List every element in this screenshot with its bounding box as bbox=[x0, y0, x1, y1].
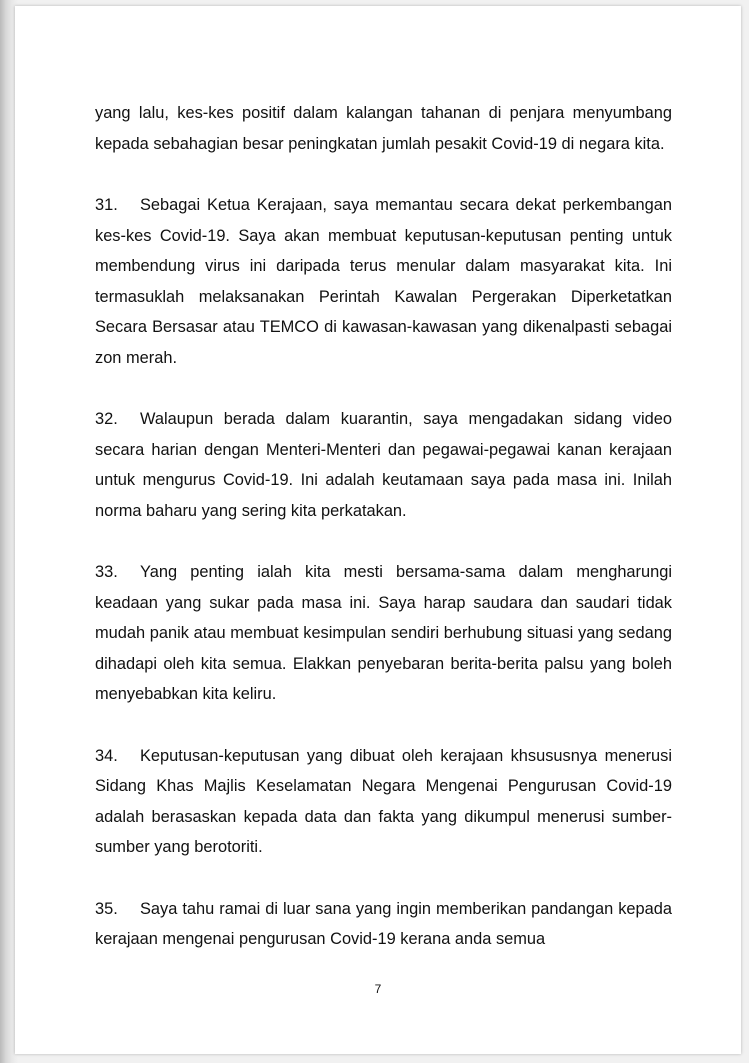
paragraph-number: 31. bbox=[95, 196, 118, 214]
paragraph-text: Saya tahu ramai di luar sana yang ingin memberikan pandangan kepada kerajaan mengenai pengurusan Covid-19 kerana anda semua bbox=[95, 899, 672, 948]
document-body bbox=[95, 98, 672, 986]
paragraph-text: Sebagai Ketua Kerajaan, saya memantau secara dekat perkembangan kes-kes Covid-19. Saya akan membuat keputusan-keputusan penting untuk membendung virus ini daripada terus menular dalam masyarakat kita. Ini termasuklah melaksanakan Perintah Kawalan Pergerakan Diperketatkan Secara Bersasar atau TEMCO di kawasan-kawasan yang dikenalpasti sebagai zon merah. bbox=[95, 196, 672, 367]
paragraph-number: 34. bbox=[95, 746, 118, 765]
paragraph-text: Yang penting ialah kita mesti bersama-sama dalam mengharungi keadaan yang sukar pada masa ini. Saya harap saudara dan saudari tidak mudah panik atau membuat kesimpulan sendiri berhubung situasi yang sedang dihadapi oleh kita semua. Elakkan penyebaran berita-berita palsu yang boleh menyebabkan kita keliru. bbox=[95, 563, 672, 703]
paragraph-text: Walaupun berada dalam kuarantin, saya mengadakan sidang video secara harian dengan Menteri-Menteri dan pegawai-pegawai kanan kerajaan untuk mengurus Covid-19. Ini adalah keutamaan saya pada masa ini. Inilah norma baharu yang sering kita perkatakan. bbox=[95, 410, 672, 520]
paragraph-number: 35. bbox=[95, 899, 118, 918]
paragraph-31 bbox=[95, 190, 672, 373]
document-page bbox=[15, 6, 741, 1054]
paragraph-number: 32. bbox=[95, 410, 118, 428]
paragraph-text: Keputusan-keputusan yang dibuat oleh kerajaan khsususnya menerusi Sidang Khas Majlis Keselamatan Negara Mengenai Pengurusan Covid-19 adalah berasaskan kepada data dan fakta yang dikumpul menerusi sumber-sumber yang berotoriti. bbox=[95, 746, 672, 856]
paragraph-33 bbox=[95, 557, 672, 710]
paragraph-number: 33. bbox=[95, 563, 118, 581]
paragraph-32 bbox=[95, 404, 672, 526]
page-number: 7 bbox=[374, 982, 382, 996]
paragraph-continued bbox=[95, 98, 672, 159]
paragraph-34 bbox=[95, 741, 672, 863]
paragraph-35 bbox=[95, 894, 672, 955]
paragraph-text: yang lalu, kes-kes positif dalam kalangan tahanan di penjara menyumbang kepada sebahagian besar peningkatan jumlah pesakit Covid-19 di negara kita. bbox=[95, 104, 672, 153]
